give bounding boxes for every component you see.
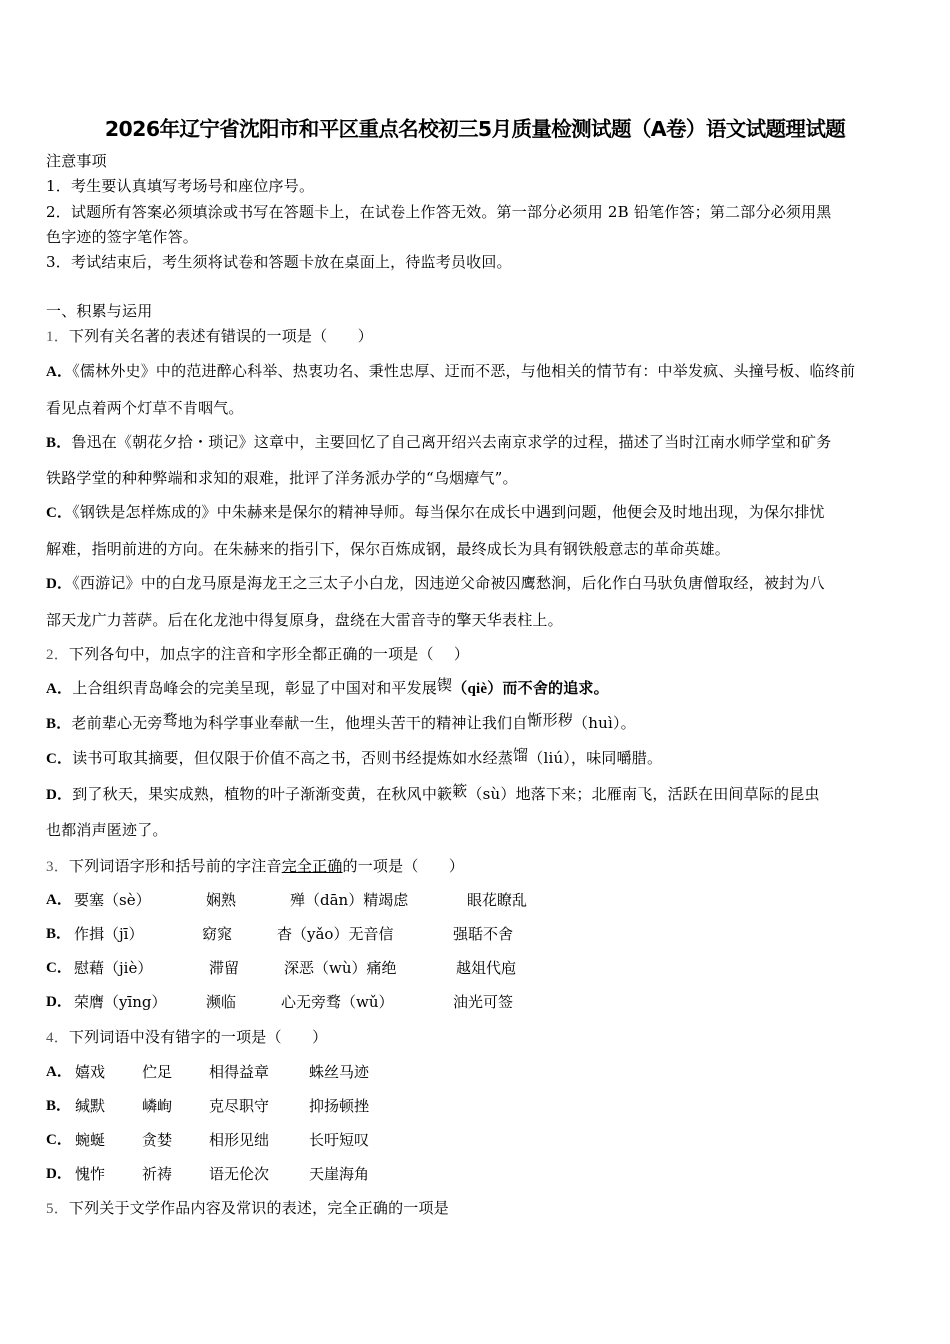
option-text-post: （sù）地落下来；北雁南飞，活跃在田间草际的昆虫: [467, 785, 820, 803]
dotted-word: 簌: [452, 782, 468, 800]
question-stem: 下列词语中没有错字的一项是（ ）: [68, 1028, 328, 1046]
word-4: 长吁短叹: [309, 1131, 370, 1149]
word-4: 天崖海角: [309, 1165, 370, 1183]
question-4: [46, 1027, 327, 1048]
word-2: 贪婪: [142, 1131, 173, 1149]
option-text: 《西游记》中的白龙马原是海龙王之三太子小白龙，因违逆父命被囚鹰愁涧，后化作白马驮负唐僧取经，被封为八: [72, 574, 825, 592]
option-label: C．: [46, 505, 73, 521]
question-2: [46, 644, 469, 665]
option-label: C．: [46, 1132, 72, 1148]
q1-option-c: [46, 502, 825, 523]
question-number: 5．: [46, 1201, 69, 1217]
option-label: D．: [46, 1166, 72, 1182]
question-number: 4．: [46, 1030, 69, 1046]
option-text: 《儒林外史》中的范进醉心科举、热衷功名、秉性忠厚、迂而不恶，与他相关的情节有：中举发疯、头撞号板、临终前: [72, 362, 856, 380]
question-1: [46, 326, 373, 347]
word-4: 抑扬顿挫: [309, 1097, 370, 1115]
page-title: 2026年辽宁省沈阳市和平区重点名校初三5月质量检测试题（A卷）语文试题理试题: [104, 117, 846, 141]
option-label: D．: [46, 787, 73, 803]
q1-option-d: [46, 573, 825, 594]
word-3: 杳（yǎo）无音信: [277, 925, 394, 943]
word-4: 强聒不舍: [453, 925, 514, 943]
option-label: B．: [46, 1098, 72, 1114]
section-heading: 一、积累与运用: [46, 302, 153, 320]
question-number: 1．: [46, 329, 69, 345]
option-text: 到了秋天，果实成熟，植物的叶子渐渐变黄，在秋风中簌: [72, 785, 453, 803]
dotted-word-2: 惭形秽: [527, 711, 574, 729]
option-text-mid: 地为科学事业奉献一生，他埋头苦干的精神让我们自: [177, 714, 528, 732]
word-1: 缄默: [75, 1097, 106, 1115]
q2-option-d-cont: 也都消声匿迹了。: [46, 821, 168, 839]
question-stem: 下列关于文学作品内容及常识的表述，完全正确的一项是: [68, 1199, 449, 1217]
option-label: D．: [46, 576, 73, 592]
word-2: 濒临: [206, 993, 237, 1011]
word-1: 荣膺（yīng）: [74, 993, 167, 1011]
word-2: 滞留: [209, 959, 240, 977]
notice-item-1: 1．考生要认真填写考场号和座位序号。: [46, 177, 315, 195]
question-3: [46, 856, 464, 877]
option-text: 上合组织青岛峰会的完美呈现，彰显了中国对和平发展: [72, 679, 438, 697]
word-4: 油光可签: [453, 993, 514, 1011]
notice-heading: 注意事项: [46, 152, 107, 170]
word-3: 深恶（wù）痛绝: [284, 959, 397, 977]
dotted-word: 馏: [513, 746, 529, 764]
q1-option-c-cont: 解难，指明前进的方向。在朱赫来的指引下，保尔百炼成钢，最终成长为具有钢铁般意志的革命英雄。: [46, 540, 731, 558]
q1-option-b: [46, 432, 831, 453]
q1-option-a: [46, 361, 855, 382]
question-stem: 下列有关名著的表述有错误的一项是（ ）: [68, 327, 373, 345]
question-stem-post: 的一项是（ ）: [342, 857, 465, 875]
q2-option-c: [46, 748, 662, 769]
question-number: 2．: [46, 647, 69, 663]
word-4: 蛛丝马迹: [309, 1063, 370, 1081]
option-text: 鲁迅在《朝花夕拾・琐记》这章中，主要回忆了自己离开绍兴去南京求学的过程，描述了当时江南水师学堂和矿务: [71, 433, 832, 451]
word-3: 语无伦次: [209, 1165, 270, 1183]
question-stem: 下列各句中，加点字的注音和字形全都正确的一项是（ ）: [68, 645, 470, 663]
option-text-post: （huì）。: [573, 714, 636, 732]
word-3: 相得益章: [209, 1063, 270, 1081]
q1-option-d-cont: 部天龙广力菩萨。后在化龙池中得复原身，盘绕在大雷音寺的擎天华表柱上。: [46, 611, 563, 629]
question-stem: 下列词语字形和括号前的字注音: [68, 857, 282, 875]
word-1: 愧怍: [75, 1165, 106, 1183]
option-label: B．: [46, 926, 72, 942]
word-3: 殚（dān）精竭虑: [290, 891, 409, 909]
option-label: B．: [46, 435, 72, 451]
word-3: 克尽职守: [209, 1097, 270, 1115]
word-1: 要塞（sè）: [74, 891, 151, 909]
underlined-text: 完全正确: [281, 857, 343, 875]
option-text: 《钢铁是怎样炼成的》中朱赫来是保尔的精神导师。每当保尔在成长中遇到问题，他便会及时地出现，为保尔排忧: [72, 503, 825, 521]
option-text-post: （liú），味同嚼腊。: [528, 749, 663, 767]
option-label: B．: [46, 716, 72, 732]
option-text: 读书可取其摘要，但仅限于价值不高之书，否则书经提炼如水经蒸: [72, 749, 514, 767]
question-5: [46, 1198, 449, 1219]
q2-option-b: [46, 713, 636, 734]
option-label: C．: [46, 960, 72, 976]
dotted-word: 锲: [437, 676, 453, 694]
option-label: D．: [46, 994, 72, 1010]
word-1: 作揖（jī）: [74, 925, 144, 943]
q1-option-a-cont: 看见点着两个灯草不肯咽气。: [46, 399, 244, 417]
q2-option-d: [46, 784, 820, 805]
word-3: 相形见绌: [209, 1131, 270, 1149]
notice-item-2: 2．试题所有答案必须填涂或书写在答题卡上，在试卷上作答无效。第一部分必须用 2B 铅笔作答；第二部分必须用黑: [46, 203, 832, 221]
word-1: 蜿蜒: [75, 1131, 106, 1149]
question-number: 3．: [46, 859, 69, 875]
notice-item-3: 3．考试结束后，考生须将试卷和答题卡放在桌面上，待监考员收回。: [46, 253, 512, 271]
option-label: A．: [46, 364, 73, 380]
word-2: 伫足: [142, 1063, 173, 1081]
option-label: A．: [46, 681, 73, 697]
word-4: 越俎代庖: [456, 959, 517, 977]
q1-option-b-cont: 铁路学堂的种种弊端和求知的艰难，批评了洋务派办学的“乌烟瘴气”。: [46, 469, 518, 487]
option-label: A．: [46, 1064, 72, 1080]
word-3: 心无旁骛（wǔ）: [281, 993, 394, 1011]
word-2: 娴熟: [206, 891, 237, 909]
word-2: 祈祷: [142, 1165, 173, 1183]
q2-option-a: [46, 678, 609, 699]
word-2: 嶙峋: [142, 1097, 173, 1115]
notice-item-2-cont: 色字迹的签字笔作答。: [46, 228, 199, 246]
word-4: 眼花瞭乱: [467, 891, 528, 909]
dotted-word: 骛: [162, 711, 178, 729]
option-text: 老前辈心无旁: [71, 714, 163, 732]
option-text-post: （qiè）而不舍的追求。: [452, 681, 609, 697]
word-1: 慰藉（jiè）: [74, 959, 153, 977]
option-label: A．: [46, 892, 72, 908]
word-2: 窈窕: [202, 925, 233, 943]
word-1: 嬉戏: [75, 1063, 106, 1081]
option-label: C．: [46, 751, 73, 767]
